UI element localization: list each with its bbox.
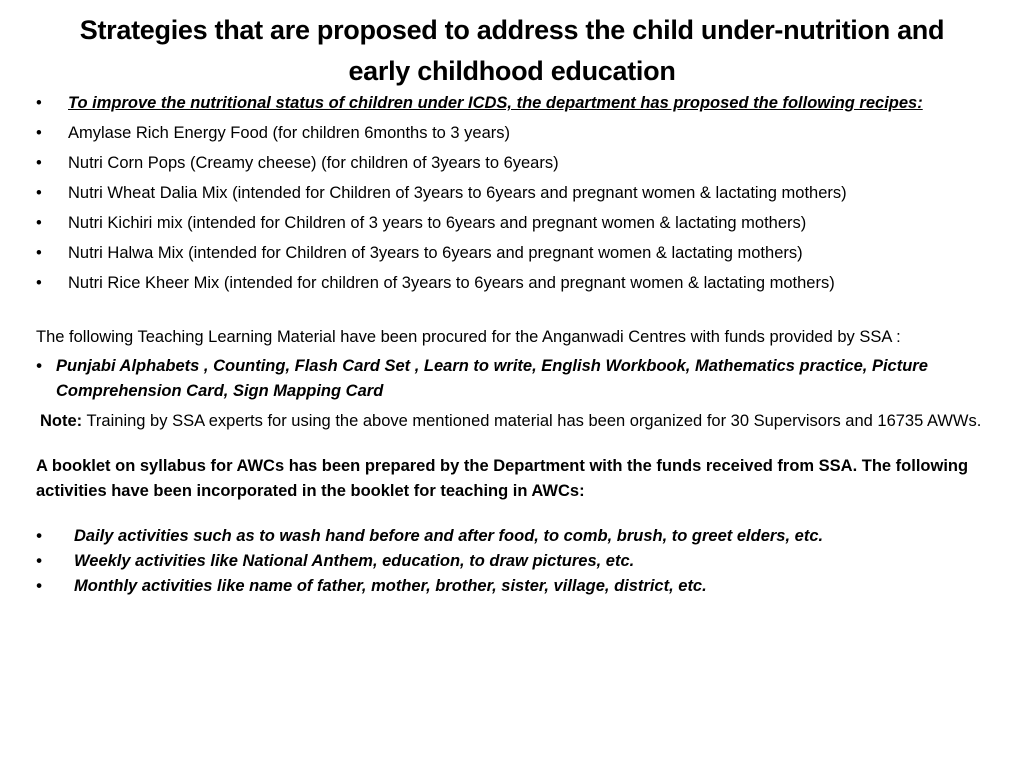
note-label: Note: (40, 412, 83, 430)
recipe-text: Nutri Corn Pops (Creamy cheese) (for children of 3years to 6years) (68, 154, 559, 172)
bullet-icon: • (36, 154, 42, 172)
tlm-materials-list (36, 354, 998, 404)
bullet-icon: • (36, 357, 42, 375)
spacer (36, 504, 998, 524)
bullet-icon: • (36, 214, 42, 232)
recipes-list (36, 91, 998, 296)
recipe-text: Amylase Rich Energy Food (for children 6months to 3 years) (68, 124, 511, 142)
bullet-icon: • (36, 274, 42, 292)
slide-title: Strategies that are proposed to address the child under-nutrition and early childhood education (79, 15, 945, 86)
recipes-intro-item (36, 91, 998, 116)
activity-text: Daily activities such as to wash hand before and after food, to comb, brush, to greet elders, etc. (74, 527, 824, 545)
activity-item (36, 524, 998, 549)
recipe-text: Nutri Rice Kheer Mix (intended for children of 3years to 6years and pregnant women & lactating mothers) (68, 274, 835, 292)
activity-item (36, 549, 998, 574)
slide-content (36, 91, 998, 599)
bullet-icon: • (36, 527, 42, 545)
bullet-icon: • (36, 552, 42, 570)
recipe-text: Nutri Kichiri mix (intended for Children of 3 years to 6years and pregnant women & lactating mothers) (68, 214, 807, 232)
recipe-text: Nutri Wheat Dalia Mix (intended for Children of 3years to 6years and pregnant women & lactating mothers) (68, 184, 847, 202)
recipe-item (36, 121, 998, 146)
tlm-materials-text: Punjabi Alphabets , Counting, Flash Card Set , Learn to write, English Workbook, Mathematics practice, Picture Comprehension Card, Sign Mapping Card (56, 357, 928, 400)
bullet-icon: • (36, 244, 42, 262)
recipe-item (36, 271, 998, 296)
bullet-icon: • (36, 124, 42, 142)
tlm-paragraph: The following Teaching Learning Material have been procured for the Anganwadi Centres with funds provided by SSA : (36, 328, 901, 346)
activity-text: Weekly activities like National Anthem, education, to draw pictures, etc. (74, 552, 635, 570)
training-note (36, 409, 998, 434)
note-text: Training by SSA experts for using the above mentioned material has been organized for 30 Supervisors and 16735 AWWs. (86, 412, 982, 430)
booklet-paragraph: A booklet on syllabus for AWCs has been prepared by the Department with the funds received from SSA. The following activities have been incorporated in the booklet for teaching in AWCs: (36, 457, 969, 500)
spacer (36, 301, 998, 325)
recipe-text: Nutri Halwa Mix (intended for Children of 3years to 6years and pregnant women & lactating mothers) (68, 244, 803, 262)
recipe-item (36, 211, 998, 236)
spacer (36, 434, 998, 454)
tlm-materials-item (36, 354, 998, 404)
recipe-item (36, 241, 998, 266)
activities-list (36, 524, 998, 599)
bullet-icon: • (36, 577, 42, 595)
recipe-item (36, 181, 998, 206)
bullet-icon: • (36, 184, 42, 202)
activity-text: Monthly activities like name of father, mother, brother, sister, village, district, etc. (74, 577, 707, 595)
bullet-icon: • (36, 94, 42, 112)
recipes-intro: To improve the nutritional status of children under ICDS, the department has proposed the following recipes: (68, 94, 923, 112)
activity-item (36, 574, 998, 599)
recipe-item (36, 151, 998, 176)
